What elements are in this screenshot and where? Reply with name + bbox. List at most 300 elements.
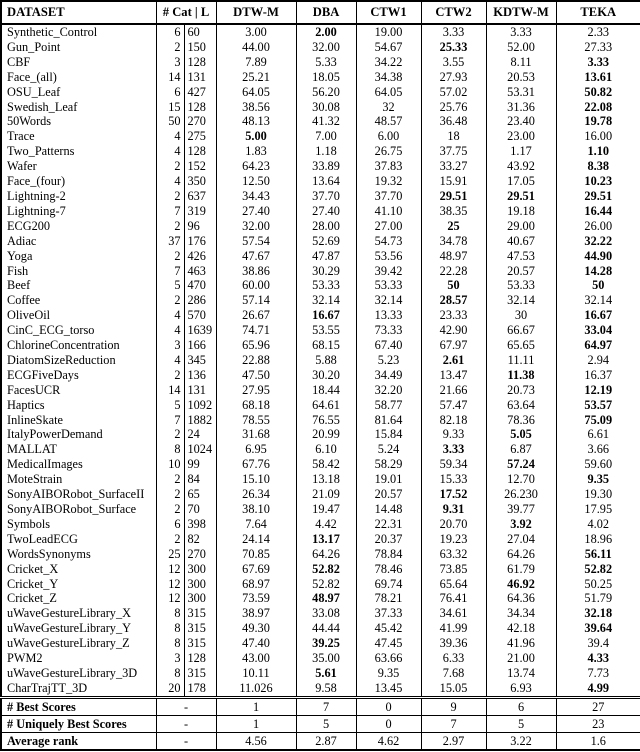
cell-teka: 16.44 [556, 204, 640, 219]
cell-ctw2: 34.61 [421, 606, 486, 621]
cell-ctw1: 73.33 [356, 323, 421, 338]
category-count: 6 [156, 24, 184, 40]
category-count: 6 [156, 517, 184, 532]
cell-dba: 13.18 [296, 472, 356, 487]
cell-teka: 52.82 [556, 562, 640, 577]
cell-ctw1: 32.14 [356, 293, 421, 308]
dataset-name: ItalyPowerDemand [7, 427, 103, 442]
cell-ctw1: 15.84 [356, 427, 421, 442]
cell-ctw1: 78.46 [356, 562, 421, 577]
cell-dtw-m: 47.40 [216, 636, 296, 651]
cell-dtw-m: 65.96 [216, 338, 296, 353]
cell-dtw-m: 38.10 [216, 502, 296, 517]
dataset-name: uWaveGestureLibrary_Y [7, 621, 131, 636]
cell-kdtw-m: 1.17 [486, 144, 556, 159]
cell-kdtw-m: 6.93 [486, 681, 556, 697]
summary-dba: 2.87 [296, 732, 356, 750]
cell-kdtw-m: 61.79 [486, 562, 556, 577]
category-count: 5 [156, 278, 184, 293]
cell-kdtw-m: 78.36 [486, 413, 556, 428]
category-count: 4 [156, 144, 184, 159]
cell-ctw2: 57.02 [421, 85, 486, 100]
cell-dtw-m: 22.88 [216, 353, 296, 368]
cell-ctw1: 5.24 [356, 442, 421, 457]
table-row [1, 577, 640, 592]
cell-ctw1: 64.05 [356, 85, 421, 100]
series-length: 82 [184, 532, 216, 547]
cell-ctw1: 53.56 [356, 249, 421, 264]
cell-dtw-m: 1.83 [216, 144, 296, 159]
cell-teka: 32.18 [556, 606, 640, 621]
cell-ctw1: 63.66 [356, 651, 421, 666]
cell-ctw1: 58.29 [356, 457, 421, 472]
category-count: 2 [156, 427, 184, 442]
cell-ctw1: 32.20 [356, 383, 421, 398]
table-row [1, 129, 640, 144]
series-length: 427 [184, 85, 216, 100]
cell-kdtw-m: 42.18 [486, 621, 556, 636]
cell-ctw1: 37.33 [356, 606, 421, 621]
cell-teka: 3.33 [556, 55, 640, 70]
category-count: 2 [156, 189, 184, 204]
summary-cat-l: - [156, 715, 216, 732]
summary-cat-l: - [156, 697, 216, 715]
cell-ctw2: 21.66 [421, 383, 486, 398]
dataset-name: Swedish_Leaf [7, 99, 78, 114]
dataset-name: Symbols [7, 516, 51, 531]
series-length: 300 [184, 591, 216, 606]
series-length: 131 [184, 70, 216, 85]
series-length: 131 [184, 383, 216, 398]
summary-label: # Uniquely Best Scores [1, 715, 156, 732]
cell-kdtw-m: 20.73 [486, 383, 556, 398]
cell-dba: 53.33 [296, 278, 356, 293]
cell-dtw-m: 67.76 [216, 457, 296, 472]
cell-dba: 18.44 [296, 383, 356, 398]
cell-ctw1: 34.38 [356, 70, 421, 85]
cell-dba: 13.64 [296, 174, 356, 189]
category-count: 8 [156, 606, 184, 621]
cell-dba: 9.58 [296, 681, 356, 697]
summary-kdtw-m: 5 [486, 715, 556, 732]
cell-ctw2: 3.33 [421, 442, 486, 457]
category-count: 25 [156, 547, 184, 562]
cell-ctw1: 67.40 [356, 338, 421, 353]
category-count: 8 [156, 666, 184, 681]
cell-kdtw-m: 6.87 [486, 442, 556, 457]
table-summary [1, 697, 640, 750]
cell-dtw-m: 60.00 [216, 278, 296, 293]
table-row [1, 606, 640, 621]
cell-dba: 41.32 [296, 114, 356, 129]
cell-dba: 27.40 [296, 204, 356, 219]
cell-ctw1: 13.45 [356, 681, 421, 697]
cell-dba: 5.88 [296, 353, 356, 368]
dataset-name: Lightning-7 [7, 203, 66, 218]
table-row [1, 174, 640, 189]
cell-dtw-m: 31.68 [216, 427, 296, 442]
table-row [1, 264, 640, 279]
dataset-name: SonyAIBORobot_SurfaceII [7, 487, 145, 502]
summary-dtw-m: 1 [216, 715, 296, 732]
dataset-name: Wafer [7, 159, 37, 174]
category-count: 14 [156, 70, 184, 85]
table-row [1, 383, 640, 398]
dataset-name: Face_(four) [7, 174, 66, 189]
cell-dtw-m: 7.64 [216, 517, 296, 532]
cell-ctw1: 54.67 [356, 40, 421, 55]
cell-teka: 16.37 [556, 368, 640, 383]
dataset-name: Lightning-2 [7, 188, 66, 203]
cell-kdtw-m: 26.230 [486, 487, 556, 502]
series-length: 315 [184, 636, 216, 651]
cell-ctw2: 25 [421, 219, 486, 234]
category-count: 12 [156, 577, 184, 592]
cell-dba: 64.61 [296, 398, 356, 413]
dataset-name: uWaveGestureLibrary_X [7, 606, 131, 621]
dataset-name: InlineSkate [7, 412, 64, 427]
series-length: 470 [184, 278, 216, 293]
cell-teka: 3.66 [556, 442, 640, 457]
table-row [1, 547, 640, 562]
summary-ctw2: 2.97 [421, 732, 486, 750]
category-count: 8 [156, 636, 184, 651]
table-row [1, 427, 640, 442]
cell-teka: 26.00 [556, 219, 640, 234]
table-body [1, 24, 640, 697]
cell-kdtw-m: 13.74 [486, 666, 556, 681]
cell-teka: 56.11 [556, 547, 640, 562]
category-count: 12 [156, 562, 184, 577]
cell-ctw1: 41.10 [356, 204, 421, 219]
category-count: 2 [156, 219, 184, 234]
cell-kdtw-m: 40.67 [486, 234, 556, 249]
cell-ctw1: 34.22 [356, 55, 421, 70]
dataset-name: Cricket_X [7, 561, 59, 576]
cell-teka: 22.08 [556, 100, 640, 115]
cell-dtw-m: 12.50 [216, 174, 296, 189]
table-row [1, 249, 640, 264]
cell-kdtw-m: 53.33 [486, 278, 556, 293]
cell-dtw-m: 38.86 [216, 264, 296, 279]
dataset-name: CharTrajTT_3D [7, 680, 88, 695]
series-length: 300 [184, 562, 216, 577]
cell-dtw-m: 68.18 [216, 398, 296, 413]
category-count: 8 [156, 442, 184, 457]
cell-dba: 7.00 [296, 129, 356, 144]
cell-teka: 33.04 [556, 323, 640, 338]
cell-dtw-m: 10.11 [216, 666, 296, 681]
cell-dba: 48.97 [296, 591, 356, 606]
series-length: 65 [184, 487, 216, 502]
table-row [1, 666, 640, 681]
cell-dba: 30.29 [296, 264, 356, 279]
table-header [1, 1, 640, 24]
col-header-ctw1: CTW1 [356, 1, 421, 24]
cell-ctw2: 23.33 [421, 308, 486, 323]
cell-kdtw-m: 20.53 [486, 70, 556, 85]
cell-teka: 4.99 [556, 681, 640, 697]
cell-ctw2: 9.33 [421, 427, 486, 442]
table-row [1, 442, 640, 457]
table-row [1, 457, 640, 472]
cell-ctw1: 9.35 [356, 666, 421, 681]
cell-ctw2: 38.35 [421, 204, 486, 219]
cell-dba: 30.20 [296, 368, 356, 383]
cell-ctw2: 73.85 [421, 562, 486, 577]
dataset-name: Yoga [7, 248, 33, 263]
dataset-name: CinC_ECG_torso [7, 323, 95, 338]
cell-ctw1: 14.48 [356, 502, 421, 517]
series-length: 128 [184, 100, 216, 115]
cell-dba: 16.67 [296, 308, 356, 323]
cell-dba: 13.17 [296, 532, 356, 547]
cell-dba: 28.00 [296, 219, 356, 234]
dataset-name: Coffee [7, 293, 41, 308]
cell-ctw2: 37.75 [421, 144, 486, 159]
cell-kdtw-m: 30 [486, 308, 556, 323]
cell-ctw1: 32 [356, 100, 421, 115]
cell-ctw2: 63.32 [421, 547, 486, 562]
series-length: 275 [184, 129, 216, 144]
cell-teka: 19.30 [556, 487, 640, 502]
cell-kdtw-m: 57.24 [486, 457, 556, 472]
category-count: 4 [156, 353, 184, 368]
table-row [1, 398, 640, 413]
cell-dba: 18.05 [296, 70, 356, 85]
table-row [1, 278, 640, 293]
cell-dtw-m: 47.67 [216, 249, 296, 264]
series-length: 176 [184, 234, 216, 249]
cell-kdtw-m: 32.14 [486, 293, 556, 308]
cell-kdtw-m: 39.77 [486, 502, 556, 517]
cell-ctw2: 33.27 [421, 159, 486, 174]
table-row [1, 70, 640, 85]
cell-ctw1: 19.01 [356, 472, 421, 487]
cell-dtw-m: 67.69 [216, 562, 296, 577]
cell-dba: 19.47 [296, 502, 356, 517]
cell-kdtw-m: 11.11 [486, 353, 556, 368]
cell-dtw-m: 27.40 [216, 204, 296, 219]
cell-teka: 6.61 [556, 427, 640, 442]
table-row [1, 651, 640, 666]
table-row [1, 144, 640, 159]
cell-dtw-m: 3.00 [216, 24, 296, 40]
col-header-teka: TEKA [556, 1, 640, 24]
dataset-name: ECG200 [7, 218, 51, 233]
dataset-name: DiatomSizeReduction [7, 352, 116, 367]
cell-dtw-m: 7.89 [216, 55, 296, 70]
cell-dtw-m: 25.21 [216, 70, 296, 85]
cell-teka: 9.35 [556, 472, 640, 487]
table-row [1, 502, 640, 517]
cell-dba: 52.82 [296, 562, 356, 577]
dataset-name: Beef [7, 278, 31, 293]
category-count: 8 [156, 621, 184, 636]
cell-ctw1: 19.32 [356, 174, 421, 189]
cell-kdtw-m: 27.04 [486, 532, 556, 547]
cell-teka: 75.09 [556, 413, 640, 428]
cell-ctw2: 20.70 [421, 517, 486, 532]
series-length: 1882 [184, 413, 216, 428]
summary-teka: 1.6 [556, 732, 640, 750]
category-count: 4 [156, 323, 184, 338]
summary-ctw1: 0 [356, 697, 421, 715]
col-header-dba: DBA [296, 1, 356, 24]
summary-teka: 23 [556, 715, 640, 732]
cell-kdtw-m: 8.11 [486, 55, 556, 70]
dataset-name: Gun_Point [7, 39, 61, 54]
col-header-dataset: DATASET [1, 1, 156, 24]
cell-teka: 2.94 [556, 353, 640, 368]
cell-kdtw-m: 29.51 [486, 189, 556, 204]
table-row [1, 636, 640, 651]
cell-dba: 33.08 [296, 606, 356, 621]
cell-ctw2: 76.41 [421, 591, 486, 606]
table-row [1, 413, 640, 428]
cell-teka: 44.90 [556, 249, 640, 264]
cell-dba: 32.00 [296, 40, 356, 55]
cell-dtw-m: 44.00 [216, 40, 296, 55]
cell-teka: 39.64 [556, 621, 640, 636]
series-length: 319 [184, 204, 216, 219]
col-header-dtw-m: DTW-M [216, 1, 296, 24]
table-row [1, 159, 640, 174]
table-row [1, 219, 640, 234]
series-length: 1639 [184, 323, 216, 338]
cell-ctw2: 3.55 [421, 55, 486, 70]
table-row [1, 621, 640, 636]
cell-ctw1: 19.00 [356, 24, 421, 40]
series-length: 150 [184, 40, 216, 55]
cell-teka: 32.22 [556, 234, 640, 249]
cell-dtw-m: 78.55 [216, 413, 296, 428]
cell-dtw-m: 47.50 [216, 368, 296, 383]
cell-dba: 64.26 [296, 547, 356, 562]
cell-ctw2: 13.47 [421, 368, 486, 383]
cell-ctw2: 15.05 [421, 681, 486, 697]
category-count: 2 [156, 40, 184, 55]
series-length: 426 [184, 249, 216, 264]
summary-row--uniquely-best-scores [1, 715, 640, 732]
summary-label: # Best Scores [1, 697, 156, 715]
cell-dtw-m: 34.43 [216, 189, 296, 204]
table-row [1, 681, 640, 697]
dataset-name: ChlorineConcentration [7, 338, 120, 353]
cell-kdtw-m: 47.53 [486, 249, 556, 264]
cell-dtw-m: 26.67 [216, 308, 296, 323]
category-count: 2 [156, 249, 184, 264]
cell-ctw2: 9.31 [421, 502, 486, 517]
dataset-name: MedicalImages [7, 457, 83, 472]
cell-kdtw-m: 21.00 [486, 651, 556, 666]
table-row [1, 562, 640, 577]
series-length: 350 [184, 174, 216, 189]
dataset-name: Synthetic_Control [7, 25, 98, 39]
dataset-name: ECGFiveDays [7, 367, 79, 382]
series-length: 178 [184, 681, 216, 697]
cell-ctw2: 42.90 [421, 323, 486, 338]
cell-teka: 4.33 [556, 651, 640, 666]
cell-dba: 4.42 [296, 517, 356, 532]
dataset-name: Adiac [7, 233, 37, 248]
cell-ctw1: 45.42 [356, 621, 421, 636]
table-row [1, 472, 640, 487]
summary-label: Average rank [1, 732, 156, 750]
cell-dtw-m: 64.23 [216, 159, 296, 174]
cell-kdtw-m: 5.05 [486, 427, 556, 442]
cell-ctw1: 69.74 [356, 577, 421, 592]
cell-dba: 53.55 [296, 323, 356, 338]
cell-ctw2: 18 [421, 129, 486, 144]
cell-dtw-m: 26.34 [216, 487, 296, 502]
cell-dtw-m: 64.05 [216, 85, 296, 100]
series-length: 300 [184, 577, 216, 592]
dataset-name: CBF [7, 54, 31, 69]
cell-ctw2: 17.52 [421, 487, 486, 502]
dataset-name: OSU_Leaf [7, 84, 61, 99]
cell-ctw1: 22.31 [356, 517, 421, 532]
cell-ctw2: 67.97 [421, 338, 486, 353]
series-length: 152 [184, 159, 216, 174]
header-row [1, 1, 640, 24]
category-count: 2 [156, 487, 184, 502]
cell-dba: 52.82 [296, 577, 356, 592]
cell-kdtw-m: 23.40 [486, 114, 556, 129]
cell-dba: 52.69 [296, 234, 356, 249]
summary-kdtw-m: 6 [486, 697, 556, 715]
table-row [1, 308, 640, 323]
table-row [1, 234, 640, 249]
cell-ctw2: 2.61 [421, 353, 486, 368]
cell-kdtw-m: 43.92 [486, 159, 556, 174]
cell-dtw-m: 32.00 [216, 219, 296, 234]
cell-ctw2: 6.33 [421, 651, 486, 666]
cell-ctw2: 22.28 [421, 264, 486, 279]
cell-teka: 16.00 [556, 129, 640, 144]
summary-dba: 5 [296, 715, 356, 732]
cell-dtw-m: 57.54 [216, 234, 296, 249]
series-length: 60 [184, 24, 216, 40]
cell-teka: 18.96 [556, 532, 640, 547]
cell-ctw2: 36.48 [421, 114, 486, 129]
cell-ctw2: 59.34 [421, 457, 486, 472]
cell-ctw1: 37.70 [356, 189, 421, 204]
dataset-name: Cricket_Z [7, 591, 57, 606]
cell-kdtw-m: 23.00 [486, 129, 556, 144]
cell-dba: 68.15 [296, 338, 356, 353]
category-count: 37 [156, 234, 184, 249]
dataset-name: uWaveGestureLibrary_Z [7, 636, 130, 651]
category-count: 5 [156, 398, 184, 413]
series-length: 1024 [184, 442, 216, 457]
cell-dba: 30.08 [296, 100, 356, 115]
series-length: 270 [184, 114, 216, 129]
dataset-name: WordsSynonyms [7, 546, 91, 561]
series-length: 286 [184, 293, 216, 308]
cell-ctw1: 34.49 [356, 368, 421, 383]
category-count: 7 [156, 204, 184, 219]
series-length: 84 [184, 472, 216, 487]
cell-ctw1: 39.42 [356, 264, 421, 279]
cell-ctw2: 65.64 [421, 577, 486, 592]
cell-kdtw-m: 12.70 [486, 472, 556, 487]
cell-ctw1: 6.00 [356, 129, 421, 144]
summary-ctw1: 4.62 [356, 732, 421, 750]
series-length: 345 [184, 353, 216, 368]
cell-kdtw-m: 3.92 [486, 517, 556, 532]
cell-dtw-m: 24.14 [216, 532, 296, 547]
